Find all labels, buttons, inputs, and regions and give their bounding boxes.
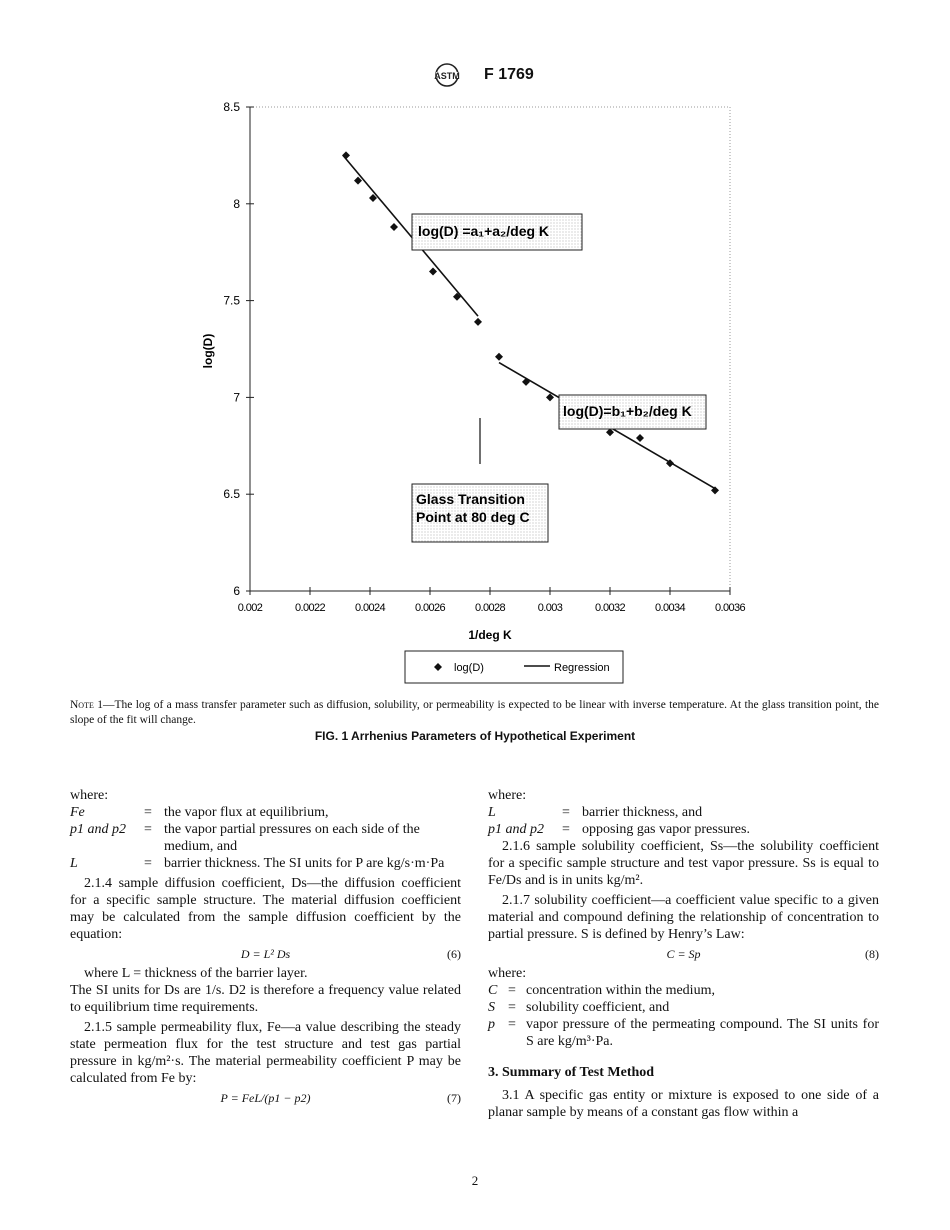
annotation-glass-line1: Glass Transition: [416, 491, 525, 507]
var-row: L = barrier thickness. The SI units for P are kg/s·m·Pa: [70, 856, 445, 871]
y-tick-label: 6: [233, 584, 240, 598]
var-row: p1 and p2 = opposing gas vapor pressures.: [488, 822, 750, 837]
y-axis-label: log(D): [201, 333, 215, 369]
section-3-heading: 3. Summary of Test Method: [488, 1065, 655, 1080]
arrhenius-chart: [190, 96, 750, 688]
where-l-line: where L = thickness of the barrier layer.: [84, 966, 308, 981]
var-row: p1 and p2 = the vapor partial pressures on each side of the medium, and: [70, 822, 420, 854]
data-point: [342, 151, 350, 159]
figure-note: Note 1—The log of a mass transfer parameter such as diffusion, solubility, or permeability is expected to be linear with inverse temperature. At the glass transition point, the slope of the fit will change.: [70, 699, 879, 726]
legend-item-logd: log(D): [454, 662, 484, 674]
para-2-1-4: 2.1.4 sample diffusion coefficient, Ds—the diffusion coefficient for a specific sample structure. The material diffusion coefficient may be calculated from the sample diffusion coefficient by the equation:: [70, 876, 461, 942]
data-point: [495, 353, 503, 361]
variable-list: [70, 804, 461, 872]
si-units-line: The SI units for Ds are 1/s. D2 is therefore a frequency value related to equilibrium time requirements.: [70, 983, 461, 1015]
y-tick-label: 7.5: [223, 293, 240, 308]
right-column: [488, 787, 879, 1121]
x-tick-label: 0.0024: [354, 602, 386, 614]
var-row: L = barrier thickness, and: [488, 805, 703, 820]
x-tick-label: 0.002: [237, 602, 263, 614]
figure-caption: FIG. 1 Arrhenius Parameters of Hypothetical Experiment: [314, 729, 636, 743]
data-point: [429, 268, 437, 276]
x-tick-label: 0.0032: [594, 602, 626, 614]
para-2-1-6: 2.1.6 sample solubility coefficient, Ss—the solubility coefficient for a specific sample structure and test vapor pressure. Ss is equal to Fe/Ds and is in units kg/m².: [488, 839, 879, 888]
y-tick-label: 7: [233, 390, 240, 405]
var-row: Fe = the vapor flux at equilibrium,: [70, 805, 329, 820]
where-label: where:: [70, 788, 109, 803]
legend-item-regression: Regression: [554, 662, 610, 674]
data-point: [390, 223, 398, 231]
para-2-1-5: 2.1.5 sample permeability flux, Fe—a value describing the steady state permeation flux for the test structure and test gas partial pressure in kg/m²·s. The material permeability coefficient P may be calculated from Fe by:: [70, 1020, 461, 1086]
annotation-bottom-text: log(D)=b₁+b₂/deg K: [563, 403, 692, 419]
x-axis-label: 1/deg K: [468, 628, 512, 642]
data-point: [474, 318, 482, 326]
where-label: where:: [488, 788, 527, 803]
x-tick-label: 0.0026: [414, 602, 446, 614]
x-tick-label: 0.003: [537, 602, 563, 614]
page-number: 2: [471, 1173, 479, 1188]
var-row: C = concentration within the medium,: [488, 983, 715, 998]
var-row: p = vapor pressure of the permeating compound. The SI units for S are kg/m³·Pa.: [488, 1017, 879, 1049]
var-row: S = solubility coefficient, and: [488, 1000, 670, 1015]
y-tick-label: 8.5: [223, 100, 240, 114]
standard-code: F 1769: [484, 66, 534, 83]
para-3-1: 3.1 A specific gas entity or mixture is exposed to one side of a planar sample by means of a constant gas flow within a: [488, 1088, 879, 1120]
para-2-1-7: 2.1.7 solubility coefficient—a coefficient value specific to a given material and compound defining the relationship of concentration to partial pressure. S is defined by Henry’s Law:: [488, 893, 879, 942]
equation-8: C = Sp (8): [666, 947, 879, 961]
x-tick-label: 0.0034: [654, 602, 686, 614]
y-tick-label: 6.5: [223, 487, 240, 502]
equation-6: D = L² Ds (6): [240, 947, 461, 961]
annotation-glass-line2: Point at 80 deg C: [416, 509, 530, 525]
x-tick-label: 0.0036: [714, 602, 746, 614]
data-point: [636, 434, 644, 442]
svg-text:ASTM: ASTM: [434, 71, 460, 81]
document-header: [0, 62, 950, 90]
left-column: [70, 787, 461, 1109]
x-tick-label: 0.0028: [474, 602, 506, 614]
where-label-2: where:: [488, 966, 527, 981]
variable-list-2: [488, 982, 879, 1050]
x-tick-label: 0.0022: [294, 602, 326, 614]
y-tick-label: 8: [233, 196, 240, 211]
annotation-top-text: log(D) =a₁+a₂/deg K: [418, 223, 550, 239]
astm-logo-icon: [430, 62, 464, 88]
equation-7: P = FeL/(p1 − p2) (7): [220, 1091, 461, 1105]
variable-list: [488, 804, 750, 838]
legend: [405, 651, 623, 683]
